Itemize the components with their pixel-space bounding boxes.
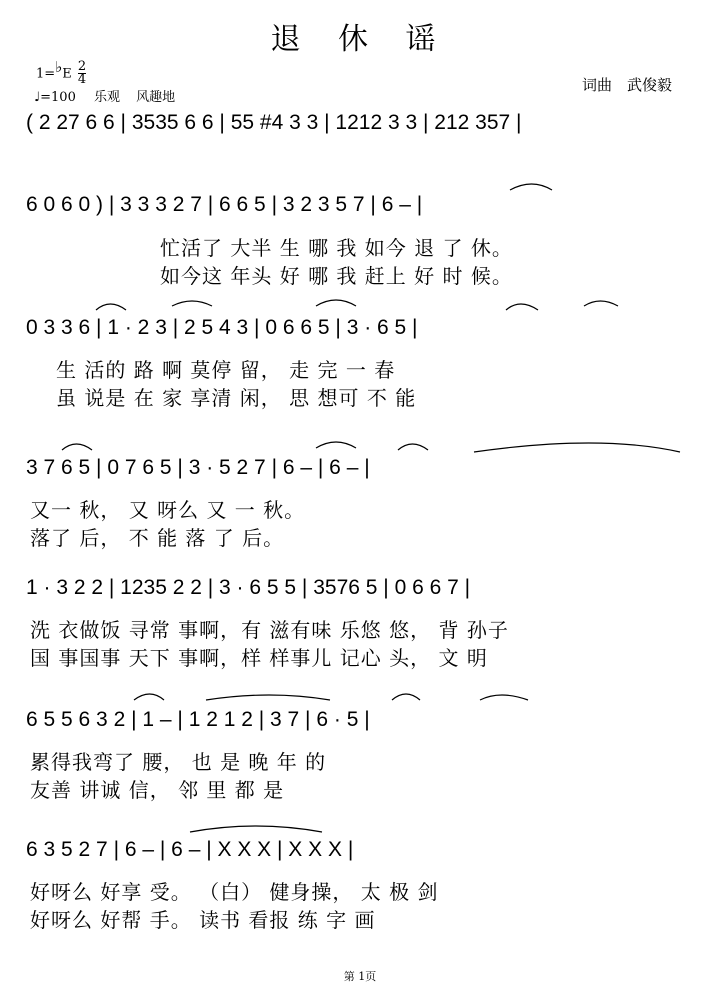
lyric-line: 虽 说是 在 家 享清 闲， 思 想可 不 能 xyxy=(56,386,417,410)
tie-mark xyxy=(474,443,680,452)
song-title: 退 休 谣 xyxy=(270,22,450,57)
tie-mark xyxy=(316,300,356,306)
notation-row: 1 · 3 2 2 | 1235 2 2 | 3 · 6 5 5 | 3576 5 | 0 6 6 7 | xyxy=(26,576,471,599)
tempo-value: =100 xyxy=(40,90,76,105)
lyric-line: 好呀么 好帮 手。 读书 看报 练 字 画 xyxy=(30,908,376,932)
quarter-note-icon: ♩ xyxy=(34,90,41,105)
key-prefix: 1= xyxy=(36,66,56,82)
mood-1: 乐观 xyxy=(94,90,121,105)
tie-mark xyxy=(172,301,212,306)
tie-mark xyxy=(206,695,330,700)
tempo-marking xyxy=(34,86,175,105)
flat-sign: ♭ xyxy=(55,58,63,76)
tie-mark xyxy=(134,694,164,700)
lyric-line: 友善 讲诚 信， 邻 里 都 是 xyxy=(30,778,285,802)
notation-row: 6 5 5 6 3 2 | 1 – | 1 2 1 2 | 3 7 | 6 · 5 | xyxy=(26,708,370,731)
lyric-line: 又一 秋， 又 呀么 又 一 秋。 xyxy=(30,498,306,522)
tie-mark xyxy=(510,184,552,190)
notation-row: 6 0 6 0 ) | 3 3 3 2 7 | 6 6 5 | 3 2 3 5 7 | 6 – | xyxy=(26,193,423,216)
tie-mark xyxy=(316,442,356,448)
tie-mark xyxy=(62,444,92,450)
lyric-line: 洗 衣做饭 寻常 事啊，有 滋有味 乐悠 悠， 背 孙子 xyxy=(30,618,509,642)
lyric-line: 好呀么 好享 受。 （白） 健身操， 太 极 剑 xyxy=(30,880,439,904)
time-top: 2 xyxy=(77,59,87,75)
tie-mark xyxy=(398,444,428,450)
lyric-line: 落了 后， 不 能 落 了 后。 xyxy=(30,526,285,550)
tie-mark xyxy=(480,695,528,700)
notation-row: ( 2 27 6 6 | 3535 6 6 | 55 #4 3 3 | 1212 3 3 | 212 357 | xyxy=(26,111,522,134)
lyric-line: 如今这 年头 好 哪 我 赶上 好 时 候。 xyxy=(160,264,513,288)
key-note: E xyxy=(62,66,72,82)
composer-credit: 词曲 武俊毅 xyxy=(581,76,672,94)
notation-row: 6 3 5 2 7 | 6 – | 6 – | X X X | X X X | xyxy=(26,838,354,861)
notation-row: 0 3 3 6 | 1 · 2 3 | 2 5 4 3 | 0 6 6 5 | 3 · 6 5 | xyxy=(26,316,418,339)
page-number: 第 1页 xyxy=(343,970,377,983)
lyric-line: 国 事国事 天下 事啊，样 样事儿 记心 头， 文 明 xyxy=(30,646,488,670)
tie-mark xyxy=(392,694,420,700)
lyric-line: 生 活的 路 啊 莫停 留， 走 完 一 春 xyxy=(56,358,396,382)
tie-mark xyxy=(584,301,618,306)
tie-mark xyxy=(96,304,126,310)
time-signature xyxy=(78,61,86,86)
mood-2: 风趣地 xyxy=(136,90,176,105)
tie-mark xyxy=(506,304,538,310)
key-signature xyxy=(36,58,86,86)
lyric-line: 忙活了 大半 生 哪 我 如今 退 了 休。 xyxy=(160,236,513,260)
tie-mark xyxy=(190,826,322,832)
time-bottom: 4 xyxy=(77,72,87,88)
lyric-line: 累得我弯了 腰， 也 是 晚 年 的 xyxy=(30,750,327,774)
notation-row: 3 7 6 5 | 0 7 6 5 | 3 · 5 2 7 | 6 – | 6 – | xyxy=(26,456,370,479)
